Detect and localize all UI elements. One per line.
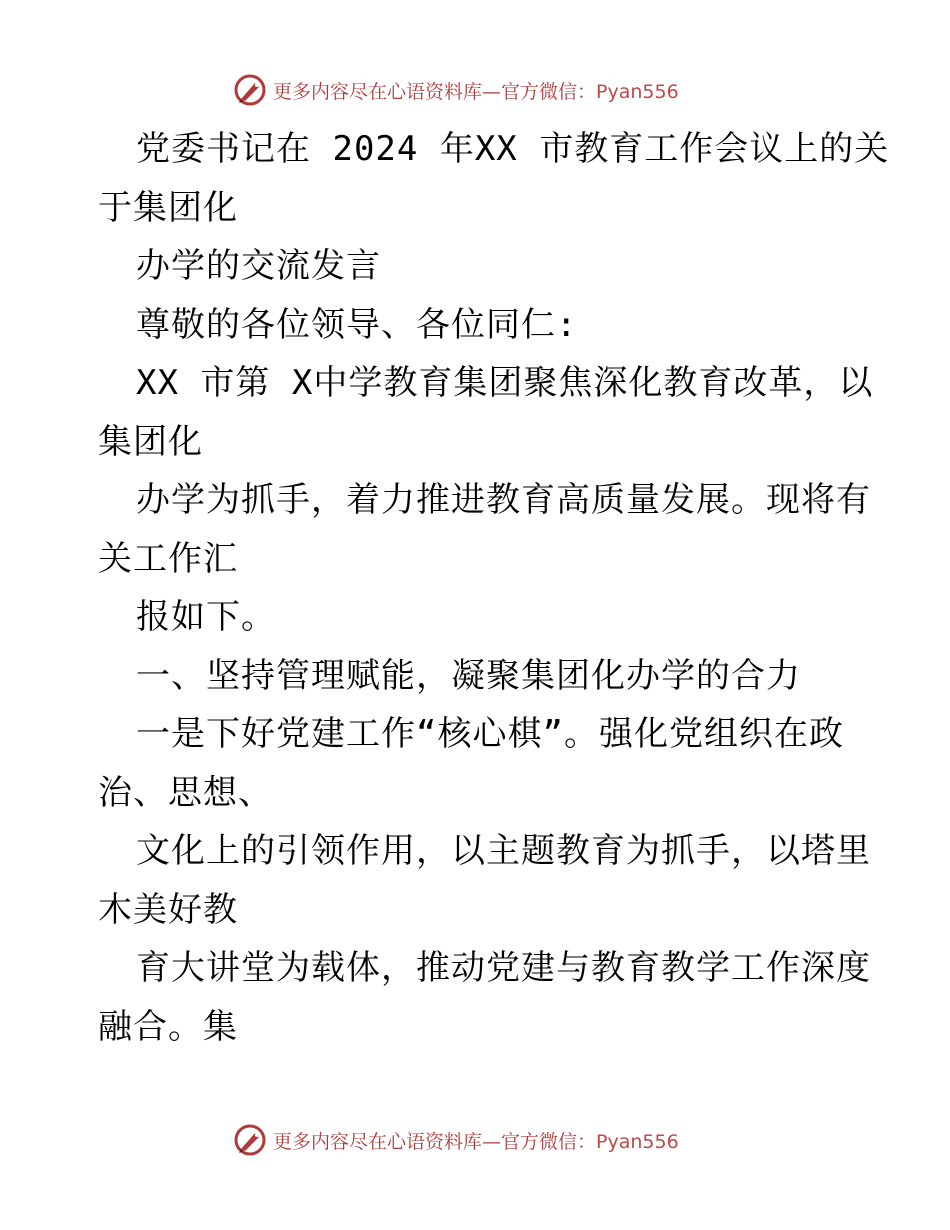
footer-banner-prefix: 更多内容尽在心语资料库—官方微信： [273,1130,597,1153]
document-body [98,120,890,1056]
header-banner[interactable] [233,70,713,110]
document-line: 融合。集 [98,1006,238,1047]
pen-circle-logo-icon [233,73,267,107]
document-line: 尊敬的各位领导、各位同仁: [136,304,578,345]
document-line: 育大讲堂为载体，推动党建与教育教学工作深度 [136,948,871,988]
footer-banner[interactable] [233,1120,713,1160]
header-banner-account: Pyan556 [596,80,679,103]
document-line: 党委书记在 2024 年XX 市教育工作会议上的关 [136,129,890,169]
document-line: 木美好教 [98,889,238,930]
document-line: 集团化 [98,421,203,462]
document-line: 办学的交流发言 [136,246,381,286]
header-banner-prefix: 更多内容尽在心语资料库—官方微信： [273,80,597,103]
document-line: 文化上的引领作用，以主题教育为抓手，以塔里 [136,831,871,871]
document-line: 一是下好党建工作“核心棋”。强化党组织在政 [136,714,844,754]
document-line: 关工作汇 [98,538,238,579]
document-line: 于集团化 [98,187,238,228]
document-line: XX 市第 X中学教育集团聚焦深化教育改革，以 [136,363,874,403]
pen-circle-logo-icon [233,1123,267,1157]
document-line: 一、坚持管理赋能，凝聚集团化办学的合力 [136,655,801,696]
document-line: 办学为抓手，着力推进教育高质量发展。现将有 [136,480,871,520]
document-line: 治、思想、 [98,772,273,813]
footer-banner-text [273,1127,679,1154]
header-banner-text [273,77,679,104]
footer-banner-account: Pyan556 [596,1130,679,1153]
document-line: 报如下。 [136,597,276,637]
